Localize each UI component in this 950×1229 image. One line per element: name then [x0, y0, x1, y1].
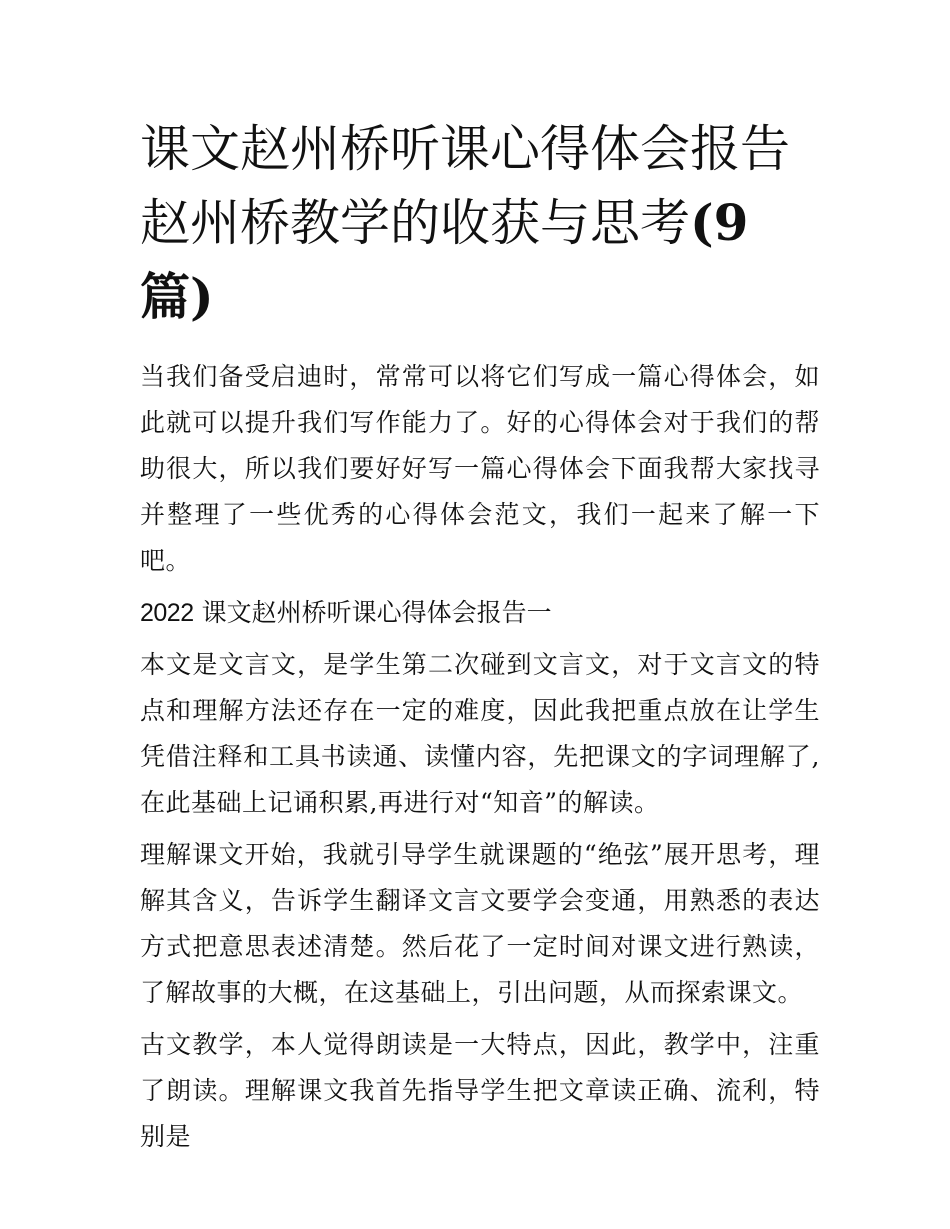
body-paragraph-1: 本文是文言文，是学生第二次碰到文言文，对于文言文的特点和理解方法还存在一定的难度，因此我把重点放在让学生凭借注释和工具书读通、读懂内容，先把课文的字词理解了,在此基础上记诵积累,再进行对“知音”的解读。	[140, 650, 820, 817]
intro-paragraph: 当我们备受启迪时，常常可以将它们写成一篇心得体会，如此就可以提升我们写作能力了。好的心得体会对于我们的帮助很大，所以我们要好好写一篇心得体会下面我帮大家找寻并整理了一些优秀的心得体会范文，我们一起来了解一下吧。	[140, 362, 820, 575]
title-suffix: (9篇)	[140, 193, 749, 326]
document-page	[140, 112, 820, 1166]
section-year: 2022	[140, 599, 194, 627]
body-paragraph-3: 古文教学，本人觉得朗读是一大特点，因此，教学中，注重了朗读。理解课文我首先指导学生把文章读正确、流利，特别是	[140, 1030, 820, 1151]
section-heading-text: 课文赵州桥听课心得体会报告一	[201, 598, 552, 627]
section-heading	[140, 590, 820, 636]
title-main: 课文赵州桥听课心得体会报告赵州桥教学的收获与思考	[140, 120, 790, 252]
document-body	[140, 354, 820, 1160]
document-title	[140, 112, 820, 334]
body-paragraph-2: 理解课文开始，我就引导学生就课题的“绝弦”展开思考，理解其含义，告诉学生翻译文言文要学会变通，用熟悉的表达方式把意思表述清楚。然后花了一定时间对课文进行熟读，了解故事的大概，在这基础上，引出问题，从而探索课文。	[140, 840, 820, 1007]
